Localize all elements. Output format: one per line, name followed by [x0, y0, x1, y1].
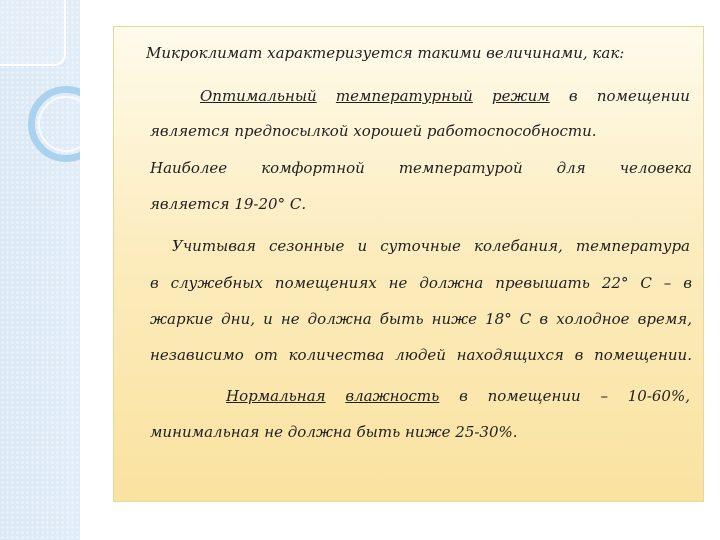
strip-fade — [0, 0, 80, 540]
seasonal-line-1: Учитывая сезонные и суточные колебания, температура — [172, 237, 690, 255]
word: в — [459, 387, 468, 405]
intro-text: Микроклимат характеризуется такими величинами, как: — [146, 44, 625, 62]
decorative-side-strip — [0, 0, 80, 540]
temperature-line-4: является 19-20° С. — [150, 195, 307, 213]
word: – — [600, 387, 608, 405]
word: в — [568, 87, 578, 105]
term-humidity: влажность — [345, 387, 440, 405]
seasonal-line-4: независимо от количества людей находящихся в помещении. — [150, 346, 692, 364]
term-regime: режим — [492, 87, 550, 105]
seasonal-line-2: в служебных помещениях не должна превышать 22° С – в — [150, 274, 692, 292]
term-temperature: температурный — [335, 87, 473, 105]
word: помещении — [487, 387, 581, 405]
term-normal: Нормальная — [226, 387, 326, 405]
word: человека — [619, 159, 692, 177]
term-optimal: Оптимальный — [200, 87, 317, 105]
humidity-line-1 — [226, 386, 690, 406]
word: комфортной — [261, 159, 365, 177]
humidity-line-2: минимальная не должна быть ниже 25-30%. — [150, 423, 518, 441]
word: помещении — [596, 87, 690, 105]
word: для — [556, 159, 586, 177]
word: 10-60%, — [627, 387, 690, 405]
word: температурой — [398, 159, 523, 177]
temperature-line-2: является предпосылкой хорошей работоспособности. — [150, 122, 597, 140]
temperature-line-1 — [200, 86, 690, 106]
temperature-line-3 — [150, 158, 692, 178]
word: Наиболее — [150, 159, 228, 177]
seasonal-line-3: жаркие дни, и не должна быть ниже 18° С в холодное время, — [150, 310, 692, 328]
decorative-square-outline — [0, 0, 66, 66]
